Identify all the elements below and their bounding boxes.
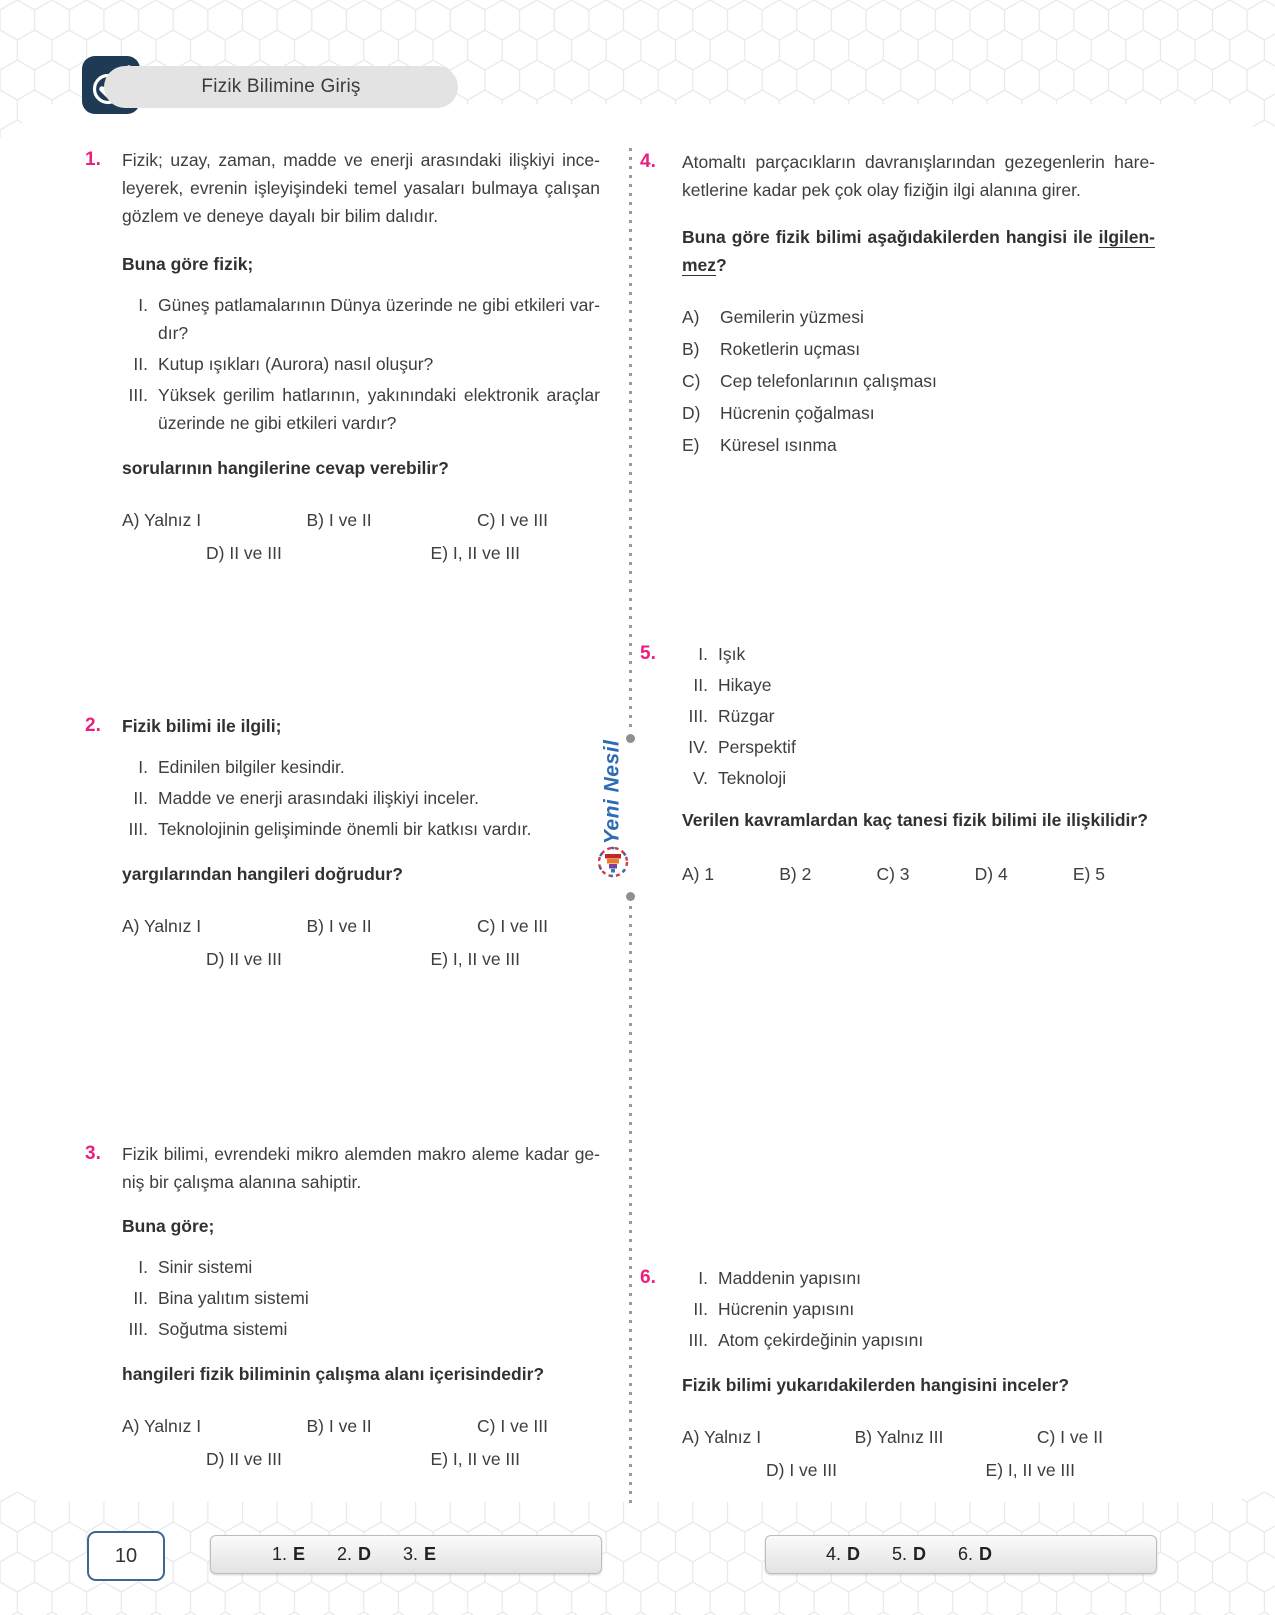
option [682, 365, 1155, 397]
item-text: Hücrenin yapısını [718, 1299, 855, 1319]
question-4 [640, 148, 1155, 461]
roman-list [122, 1253, 600, 1343]
option: A) Yalnız I [682, 1427, 762, 1447]
options-row [682, 860, 1155, 888]
option: D) II ve III [206, 949, 282, 969]
question-1 [85, 146, 600, 567]
options-list [682, 301, 1155, 461]
option: E) I, II ve III [985, 1460, 1075, 1480]
divider-dotted-line [629, 906, 632, 1506]
answer-key: 2. D [336, 1544, 371, 1564]
list-item [122, 753, 600, 781]
question-number: 5. [640, 643, 656, 664]
option: C) I ve III [477, 510, 548, 530]
question-6 [640, 1264, 1155, 1484]
roman-numeral: III. [128, 819, 148, 839]
item-text: Rüzgar [718, 706, 775, 726]
option-text: Gemilerin yüzmesi [720, 307, 864, 327]
question-lead: Fizik bilimi ile ilgili; [122, 716, 282, 736]
list-item [682, 733, 1155, 761]
list-item [682, 764, 1155, 792]
option: C) 3 [876, 864, 910, 884]
list-item [122, 1284, 600, 1312]
option-letter: B) [682, 339, 700, 359]
option: B) Yalnız III [854, 1427, 944, 1447]
option: D) II ve III [206, 1449, 282, 1469]
chapter-title-bar [104, 66, 458, 108]
option: E) I, II ve III [430, 949, 520, 969]
question-2 [85, 712, 600, 973]
list-item [682, 702, 1155, 730]
item-text: Hikaye [718, 675, 772, 695]
question-stem: sorularının hangilerine cevap verebilir? [122, 458, 449, 478]
roman-numeral: II. [693, 675, 708, 695]
roman-list [122, 753, 600, 843]
item-text: Işık [718, 644, 746, 664]
item-text: Maddenin yapısını [718, 1268, 862, 1288]
option: A) Yalnız I [122, 510, 202, 530]
list-item [682, 640, 1155, 668]
item-text: Yüksek gerilim hatlarının, yakınındaki elektronik araçlar üzerinde ne gibi etkileri vardır? [158, 385, 600, 433]
item-text: Güneş patlamalarının Dünya üzerinde ne gibi etkileri var- dır? [158, 295, 600, 343]
roman-numeral: III. [688, 1330, 708, 1350]
question-stem: yargılarından hangileri doğrudur? [122, 864, 403, 884]
answer-key-bar-right [765, 1535, 1157, 1574]
roman-numeral: V. [693, 768, 708, 788]
option: E) 5 [1072, 864, 1105, 884]
roman-list [682, 640, 1155, 792]
divider-dot [626, 892, 635, 901]
list-item [682, 1264, 1155, 1292]
option-letter: C) [682, 371, 701, 391]
list-item [682, 1295, 1155, 1323]
item-text: Edinilen bilgiler kesindir. [158, 757, 345, 777]
roman-numeral: I. [138, 295, 148, 315]
page-number-box [87, 1531, 165, 1581]
item-text: Sinir sistemi [158, 1257, 253, 1277]
option-text: Roketlerin uçması [720, 339, 861, 359]
answer-key: 3. E [403, 1544, 437, 1564]
option: A) Yalnız I [122, 916, 202, 936]
option [682, 397, 1155, 429]
list-item [122, 1253, 600, 1281]
question-intro: Fizik; uzay, zaman, madde ve enerji arasındaki ilişkiyi ince- leyerek, evrenin işleyişindeki temel yasaları bulmaya çalışan gözlem ve deneye dayalı bir bilim dalıdır. [122, 150, 600, 226]
roman-list [122, 291, 600, 437]
question-stem: Fizik bilimi yukarıdakilerden hangisini inceler? [682, 1375, 1070, 1395]
question-intro: Fizik bilimi, evrendeki mikro alemden makro aleme kadar ge- niş bir çalışma alanına sahiptir. [122, 1144, 600, 1192]
list-item [122, 784, 600, 812]
option-text: Cep telefonlarının çalışması [720, 371, 937, 391]
roman-numeral: II. [133, 788, 148, 808]
option: C) I ve II [1036, 1427, 1103, 1447]
roman-numeral: I. [138, 1257, 148, 1277]
answer-key: 1. E [271, 1544, 305, 1564]
options-row [122, 506, 600, 534]
question-stem: Verilen kavramlardan kaç tanesi fizik bilimi ile ilişkilidir? [682, 810, 1148, 830]
question-intro: Atomaltı parçacıkların davranışlarından gezegenlerin hare- ketlerine kadar pek çok olay fiziğin ilgi alanına girer. [682, 152, 1155, 200]
publisher-brand-text: Yeni Nesil [600, 739, 624, 845]
roman-numeral: I. [698, 644, 708, 664]
option-letter: D) [682, 403, 701, 423]
option-text: Hücrenin çoğalması [720, 403, 875, 423]
roman-numeral: II. [133, 1288, 148, 1308]
roman-numeral: IV. [688, 737, 708, 757]
answer-key: 5. D [891, 1544, 926, 1564]
roman-list [682, 1264, 1155, 1354]
option [682, 429, 1155, 461]
option-letter: A) [682, 307, 700, 327]
roman-numeral: III. [688, 706, 708, 726]
list-item [682, 671, 1155, 699]
option: B) 2 [779, 864, 812, 884]
item-text: Madde ve enerji arasındaki ilişkiyi inceler. [158, 788, 479, 808]
option [682, 333, 1155, 365]
answer-key: 4. D [825, 1544, 860, 1564]
option-text: Küresel ısınma [720, 435, 837, 455]
options-row [122, 1412, 600, 1440]
option: A) Yalnız I [122, 1416, 202, 1436]
answer-key-bar-left [210, 1535, 602, 1574]
option: D) II ve III [206, 543, 282, 563]
page-number: 10 [114, 1544, 138, 1567]
list-item [122, 1315, 600, 1343]
list-item [122, 815, 600, 843]
item-text: Bina yalıtım sistemi [158, 1288, 309, 1308]
options-row [122, 912, 600, 940]
question-number: 1. [85, 149, 101, 170]
question-number: 6. [640, 1267, 656, 1288]
roman-numeral: III. [128, 385, 148, 405]
option: B) I ve II [306, 510, 372, 530]
roman-numeral: I. [138, 757, 148, 777]
roman-numeral: I. [698, 1268, 708, 1288]
roman-numeral: III. [128, 1319, 148, 1339]
question-3 [85, 1140, 600, 1473]
option: C) I ve III [477, 916, 548, 936]
list-item [682, 1326, 1155, 1354]
list-item [122, 350, 600, 378]
option: E) I, II ve III [430, 543, 520, 563]
item-text: Kutup ışıkları (Aurora) nasıl oluşur? [158, 354, 434, 374]
option: D) 4 [974, 864, 1008, 884]
option: D) I ve III [766, 1460, 837, 1480]
option: B) I ve II [306, 1416, 372, 1436]
question-stem: Buna göre fizik bilimi aşağıdakilerden hangisi ile ilgilen- mez? [682, 227, 1155, 275]
brand-logo-icon [597, 846, 629, 878]
question-lead: Buna göre fizik; [122, 254, 254, 274]
roman-numeral: II. [133, 354, 148, 374]
option [682, 301, 1155, 333]
question-stem: hangileri fizik biliminin çalışma alanı içerisindedir? [122, 1364, 545, 1384]
item-text: Teknoloji [718, 768, 787, 788]
option: E) I, II ve III [430, 1449, 520, 1469]
item-text: Atom çekirdeğinin yapısını [718, 1330, 924, 1350]
question-number: 4. [640, 151, 656, 172]
option: B) I ve II [306, 916, 372, 936]
chapter-title: Fizik Bilimine Giriş [201, 76, 361, 97]
option-letter: E) [682, 435, 700, 455]
question-number: 2. [85, 715, 101, 736]
question-5 [640, 640, 1155, 888]
options-row [682, 1423, 1155, 1451]
options-row [122, 945, 600, 973]
options-row [122, 1445, 600, 1473]
roman-numeral: II. [693, 1299, 708, 1319]
item-text: Teknolojinin gelişiminde önemli bir katkısı vardır. [158, 819, 532, 839]
option: A) 1 [682, 864, 715, 884]
options-row [122, 539, 600, 567]
item-text: Perspektif [718, 737, 796, 757]
options-row [682, 1456, 1155, 1484]
divider-dotted-line [629, 148, 632, 732]
list-item [122, 291, 600, 347]
item-text: Soğutma sistemi [158, 1319, 288, 1339]
list-item [122, 381, 600, 437]
question-lead: Buna göre; [122, 1216, 215, 1236]
answer-key: 6. D [958, 1544, 993, 1564]
question-number: 3. [85, 1143, 101, 1164]
option: C) I ve III [477, 1416, 548, 1436]
